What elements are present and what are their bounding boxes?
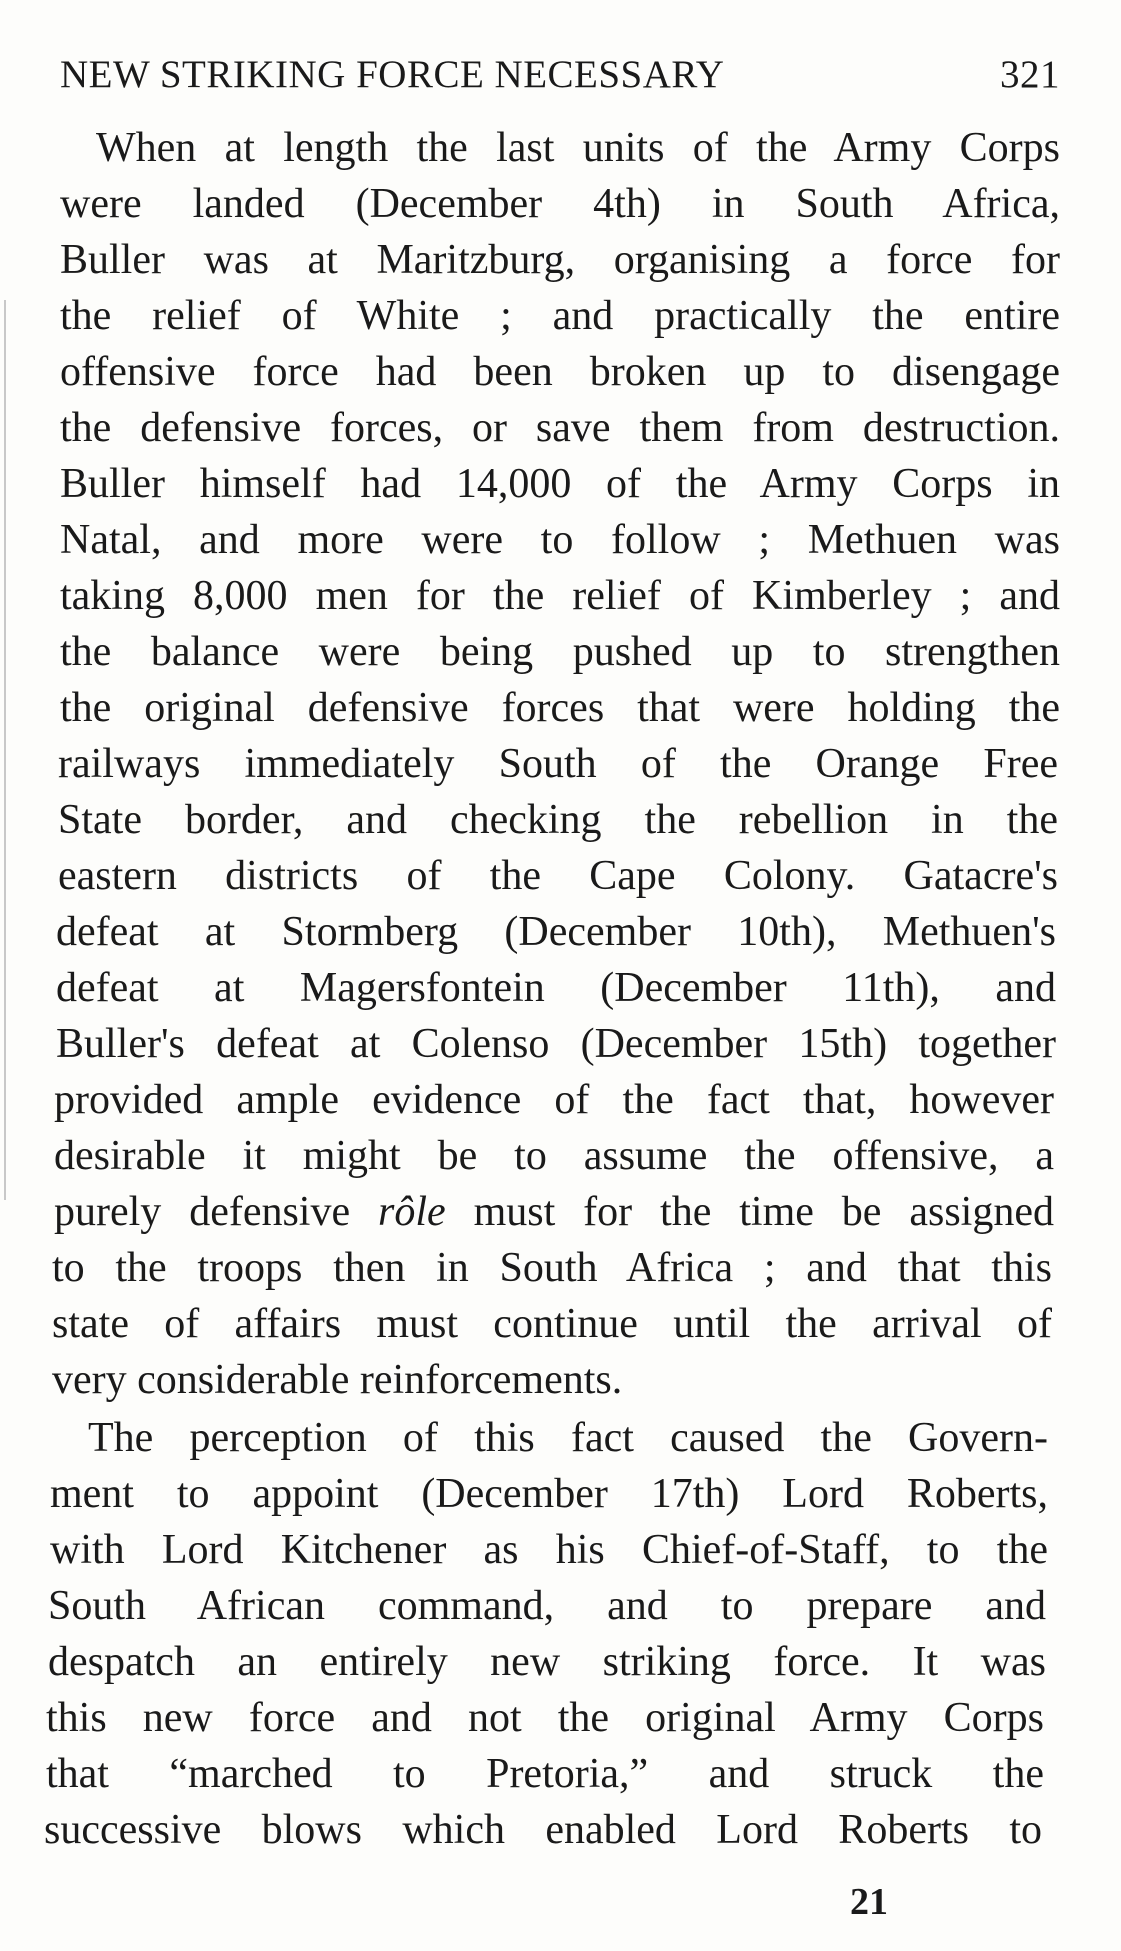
page-number: 321	[1000, 53, 1060, 96]
running-title: NEW STRIKING FORCE NECESSARY	[60, 53, 725, 96]
text-line: eastern districts of the Cape Colony. Gatacre's	[58, 853, 1058, 899]
text-line: railways immediately South of the Orange Free	[58, 741, 1058, 787]
text-line: the original defensive forces that were holding the	[60, 685, 1060, 731]
text-line: State border, and checking the rebellion in the	[58, 797, 1058, 843]
text-line: offensive force had been broken up to disengage	[60, 349, 1060, 395]
text-line: taking 8,000 men for the relief of Kimberley ; and	[60, 573, 1060, 619]
text-line: South African command, and to prepare and	[48, 1583, 1046, 1629]
text-line: with Lord Kitchener as his Chief-of-Staff, to the	[50, 1527, 1048, 1573]
text-line: the defensive forces, or save them from destruction.	[60, 405, 1060, 451]
text-line-paragraph-start: The perception of this fact caused the Govern-	[88, 1415, 1048, 1461]
text-line: When at length the last units of the Army Corps	[96, 125, 1060, 171]
text-line: were landed (December 4th) in South Africa,	[60, 181, 1060, 227]
text-line: defeat at Magersfontein (December 11th), and	[56, 965, 1056, 1011]
text-line: provided ample evidence of the fact that, however	[54, 1077, 1054, 1123]
text-line-with-italic: purely defensive rôle must for the time be assigned	[54, 1189, 1054, 1235]
text-line: this new force and not the original Army Corps	[46, 1695, 1044, 1741]
italic-word: rôle	[378, 1189, 446, 1235]
text-line: successive blows which enabled Lord Roberts to	[44, 1807, 1042, 1853]
text-line: the balance were being pushed up to strengthen	[60, 629, 1060, 675]
text-line: despatch an entirely new striking force. It was	[48, 1639, 1046, 1685]
text-line: Buller himself had 14,000 of the Army Corps in	[60, 461, 1060, 507]
running-head	[60, 52, 1060, 112]
text-line: desirable it might be to assume the offensive, a	[54, 1133, 1054, 1179]
text-line: the relief of White ; and practically the entire	[60, 293, 1060, 339]
text-line: Buller's defeat at Colenso (December 15th) together	[56, 1021, 1056, 1067]
text-line: state of affairs must continue until the arrival of	[52, 1301, 1052, 1347]
text-line-paragraph-end: very considerable reinforcements.	[52, 1357, 623, 1403]
signature-mark: 21	[850, 1881, 888, 1923]
text-line: Buller was at Maritzburg, organising a force for	[60, 237, 1060, 283]
text-line: defeat at Stormberg (December 10th), Methuen's	[56, 909, 1056, 955]
page-edge-shadow	[4, 300, 6, 1200]
text-line: to the troops then in South Africa ; and that this	[52, 1245, 1052, 1291]
text-line: ment to appoint (December 17th) Lord Roberts,	[50, 1471, 1048, 1517]
text-line: that “marched to Pretoria,” and struck the	[46, 1751, 1044, 1797]
text-line: Natal, and more were to follow ; Methuen was	[60, 517, 1060, 563]
